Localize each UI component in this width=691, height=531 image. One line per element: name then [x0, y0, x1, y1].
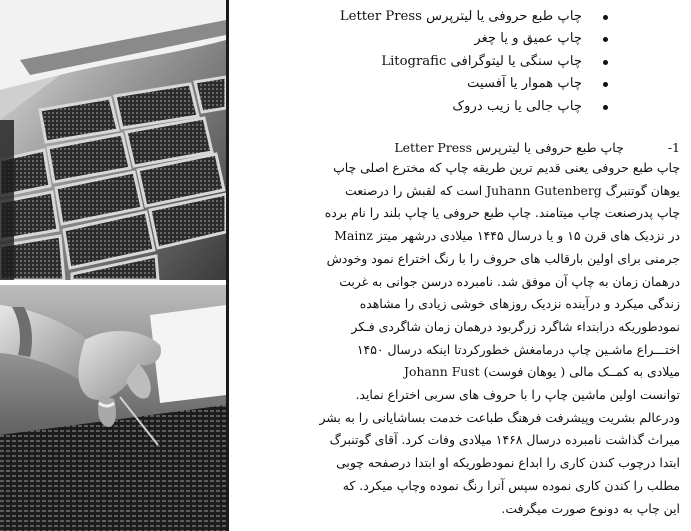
bullet-icon: [603, 60, 608, 65]
section-number: 1-: [667, 140, 680, 156]
text-line: ابتدا درچوب کندن کاری را ابداع نمودطوریکه او ابتدا درصفحه چوبی: [336, 455, 680, 471]
list-item: چاپ طبع حروفی یا لیترپرس Letter Press: [236, 6, 680, 28]
text-line: در نزدیک های قرن ۱۵ و یا درسال ۱۴۴۵ میلادی درشهر میتز Mainz: [334, 228, 680, 244]
section-title: چاپ طبع حروفی یا لیترپرس Letter Press: [394, 140, 624, 156]
bullet-icon: [603, 105, 608, 110]
text-line: میراث گذاشت نامبرده درسال ۱۴۶۸ میلادی وفات کرد. آقای گوتنبرگ: [329, 432, 680, 448]
text-line: زندگی میکرد و درآینده نزدیک روزهای خوشی زیادی را مشاهده: [359, 296, 680, 312]
text-line: میلادی به کمــک مالی ( یوهان فوست) Johann Fust: [404, 364, 680, 380]
text-line: اختـــراع ماشـین چاپ درمامغش خطورکردتا اینکه درسال ۱۴۵۰: [356, 341, 680, 357]
section-heading: [236, 139, 680, 157]
column-divider: [226, 0, 229, 531]
text-line: توانست اولین ماشین چاپ را با حروف های سربی اختراع نماید.: [355, 387, 680, 403]
paragraph-2: [236, 384, 680, 520]
printing-types-list: [236, 6, 680, 118]
text-line: درهمان زمان به چاپ آن موفق شد. نامبرده درسن جوانی به غربت: [339, 273, 680, 289]
text-line: چاپ پدرصنعت چاپ میتامند. چاپ طبع حروفی یا چاپ بلند را نام برده: [324, 205, 680, 221]
bullet-icon: [603, 82, 608, 87]
paragraph-1: [236, 157, 680, 384]
type-case-photo: [0, 0, 226, 280]
text-line: جرمنی برای اولین بارقالب های حروف را با رنگ اختراع نمود وخودش: [326, 250, 680, 266]
list-item: چاپ جالی یا زیب دروک: [236, 96, 680, 118]
list-item: چاپ هموار یا آفسیت: [236, 73, 680, 95]
list-item: چاپ عمیق و یا چغر: [236, 28, 680, 50]
text-line: یوهان گوتنبرگ Juhann Gutenberg است که لقبش را درصنعت: [345, 182, 680, 198]
text-line: چاپ طبع حروفی یعنی قدیم ترین طریقه چاپ که مخترع اصلی چاپ: [333, 160, 680, 176]
text-line: ودرعالم بشریت وپیشرفت فرهنگ طباعت خدمت بساشایانی را به بشر: [319, 409, 680, 425]
bullet-icon: [603, 15, 608, 20]
text-line: مطلب را کندن کاری نموده سپس آنرا رنگ نموده وچاپ میکرد. که: [342, 477, 680, 493]
list-item: چاپ سنگی یا لیتوگرافی Litografic: [236, 51, 680, 73]
hand-composing-type-photo: [0, 285, 226, 531]
bullet-icon: [603, 37, 608, 42]
text-column: [236, 6, 680, 520]
text-line: نمودطوریکه درابتداء شاگرد زرگربود درهمان زمان شاگردی فـکر: [351, 318, 680, 334]
text-line: این چاپ به دونوع صورت میگرفت.: [501, 500, 680, 516]
